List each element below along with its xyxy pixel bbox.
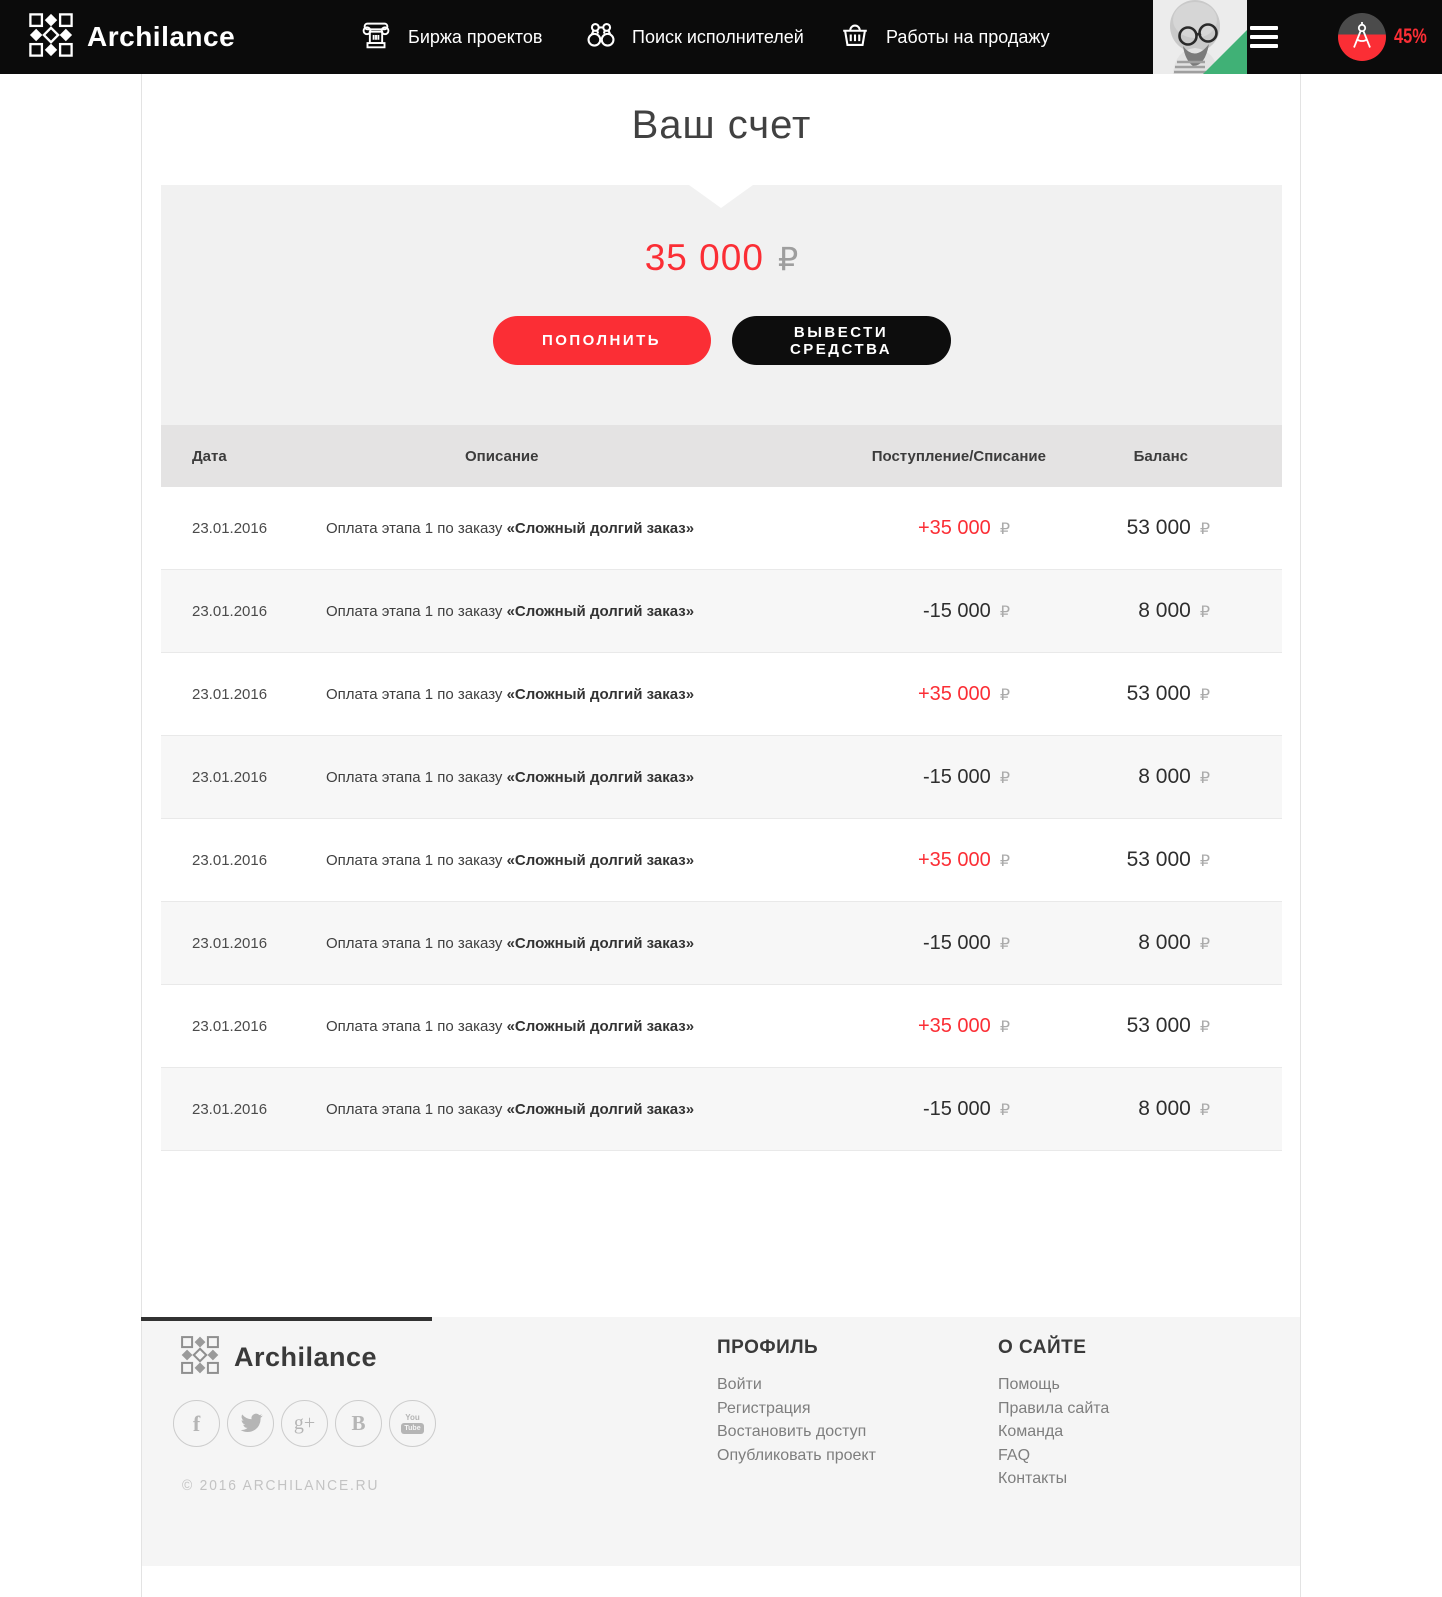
top-header <box>0 0 1442 74</box>
ruble-sign: ₽ <box>1199 934 1210 953</box>
social-links <box>173 1400 436 1447</box>
facebook-icon: f <box>192 1410 201 1436</box>
cell-balance: 53 000 ₽ <box>1126 516 1210 539</box>
cell-date: 23.01.2016 <box>192 1100 268 1118</box>
footer-link[interactable]: Помощь <box>998 1376 1060 1393</box>
cell-balance: 8 000 ₽ <box>1138 599 1210 622</box>
deposit-button[interactable]: ПОПОЛНИТЬ <box>493 316 711 365</box>
footer-column-profile <box>717 1337 876 1467</box>
ruble-sign: ₽ <box>999 1016 1010 1036</box>
ruble-sign: ₽ <box>999 601 1010 621</box>
social-link-facebook[interactable] <box>173 1400 220 1447</box>
cell-date: 23.01.2016 <box>192 602 268 620</box>
cell-date: 23.01.2016 <box>192 768 268 786</box>
cell-amount: +35 000 ₽ <box>917 1014 1010 1037</box>
ruble-sign: ₽ <box>1199 685 1210 704</box>
cell-balance: 53 000 ₽ <box>1126 682 1210 705</box>
footer-link[interactable]: Регистрация <box>717 1399 811 1417</box>
social-link-google-plus[interactable] <box>281 1400 328 1447</box>
column-icon <box>358 17 394 58</box>
table-row <box>161 1068 1282 1151</box>
cell-amount: -15 000 ₽ <box>922 1097 1010 1120</box>
twitter-icon <box>239 1409 263 1438</box>
cell-date: 23.01.2016 <box>192 851 268 869</box>
cell-description: Оплата этапа 1 по заказу «Сложный долгий заказ» <box>326 934 695 952</box>
nav-item-label: Работы на продажу <box>886 26 1050 47</box>
footer-brand[interactable] <box>180 1335 377 1380</box>
cell-amount: +35 000 ₽ <box>917 516 1010 539</box>
table-body <box>161 487 1282 1151</box>
drafting-compass-icon <box>1347 20 1377 55</box>
social-link-behance[interactable] <box>335 1400 382 1447</box>
table-row <box>161 653 1282 736</box>
footer-brand-title: Archilance <box>234 1342 378 1372</box>
cell-amount: -15 000 ₽ <box>922 599 1010 622</box>
panel-notch <box>689 185 753 208</box>
balance-panel <box>161 185 1282 425</box>
transactions-table <box>161 425 1282 1151</box>
footer-link[interactable]: Опубликовать проект <box>717 1446 876 1464</box>
social-link-twitter[interactable] <box>227 1400 274 1447</box>
cell-description: Оплата этапа 1 по заказу «Сложный долгий заказ» <box>326 1100 695 1118</box>
cell-date: 23.01.2016 <box>192 1017 268 1035</box>
table-header-row <box>161 425 1282 487</box>
user-avatar[interactable] <box>1153 0 1247 74</box>
nav-item-find-performers[interactable] <box>584 0 804 74</box>
brand-title: Archilance <box>87 21 236 52</box>
archilance-footer-logo-icon <box>180 1335 220 1380</box>
table-row <box>161 570 1282 653</box>
ruble-sign: ₽ <box>999 933 1010 953</box>
google-plus-icon: g+ <box>293 1412 316 1434</box>
binoculars-icon <box>584 18 618 57</box>
page-right-divider <box>1300 74 1301 1597</box>
ruble-sign: ₽ <box>999 767 1010 787</box>
col-date: Дата <box>192 447 227 465</box>
footer-link[interactable]: Правила сайта <box>998 1399 1110 1417</box>
menu-icon[interactable] <box>1250 26 1278 53</box>
ruble-sign: ₽ <box>999 684 1010 704</box>
table-row <box>161 819 1282 902</box>
cell-amount: +35 000 ₽ <box>917 682 1010 705</box>
ruble-sign: ₽ <box>1199 519 1210 538</box>
cell-description: Оплата этапа 1 по заказу «Сложный долгий заказ» <box>326 851 695 869</box>
table-row <box>161 985 1282 1068</box>
cell-date: 23.01.2016 <box>192 685 268 703</box>
cell-date: 23.01.2016 <box>192 519 268 537</box>
basket-icon <box>838 18 872 57</box>
footer-column-title: ПРОФИЛЬ <box>717 1337 819 1358</box>
cell-description: Оплата этапа 1 по заказу «Сложный долгий заказ» <box>326 602 695 620</box>
cell-amount: -15 000 ₽ <box>922 931 1010 954</box>
footer-link[interactable]: FAQ <box>998 1446 1031 1464</box>
ruble-sign: ₽ <box>999 850 1010 870</box>
cell-balance: 53 000 ₽ <box>1126 848 1210 871</box>
youtube-icon: You Tube <box>401 1414 423 1434</box>
table-row <box>161 902 1282 985</box>
cell-date: 23.01.2016 <box>192 934 268 952</box>
cell-balance: 8 000 ₽ <box>1138 765 1210 788</box>
nav-item-works-for-sale[interactable] <box>838 0 1050 74</box>
footer-link[interactable]: Востановить доступ <box>717 1423 867 1441</box>
ruble-sign: ₽ <box>777 240 799 278</box>
nav-item-label: Биржа проектов <box>408 26 543 47</box>
archilance-logo-icon <box>28 12 74 63</box>
profile-progress-badge[interactable] <box>1338 13 1386 61</box>
withdraw-button[interactable]: ВЫВЕСТИ СРЕДСТВА <box>732 316 951 365</box>
footer-link[interactable]: Контакты <box>998 1470 1068 1488</box>
social-link-youtube[interactable] <box>389 1400 436 1447</box>
footer-accent-bar <box>141 1317 432 1321</box>
footer-column-about <box>998 1337 1109 1491</box>
cell-description: Оплата этапа 1 по заказу «Сложный долгий заказ» <box>326 519 695 537</box>
col-balance: Баланс <box>1133 447 1188 465</box>
cell-description: Оплата этапа 1 по заказу «Сложный долгий заказ» <box>326 685 695 703</box>
cell-description: Оплата этапа 1 по заказу «Сложный долгий заказ» <box>326 1017 695 1035</box>
cell-balance: 8 000 ₽ <box>1138 1097 1210 1120</box>
col-description: Описание <box>465 447 539 465</box>
footer <box>142 1317 1300 1566</box>
cell-balance: 8 000 ₽ <box>1138 931 1210 954</box>
nav-item-label: Поиск исполнителей <box>632 26 804 47</box>
footer-link[interactable]: Команда <box>998 1423 1064 1441</box>
ruble-sign: ₽ <box>1199 1100 1210 1119</box>
footer-link[interactable]: Войти <box>717 1376 762 1393</box>
cell-amount: -15 000 ₽ <box>922 765 1010 788</box>
account-balance <box>161 237 1282 279</box>
progress-percent: 45% <box>1394 25 1427 48</box>
cell-balance: 53 000 ₽ <box>1126 1014 1210 1037</box>
behance-icon: B <box>351 1411 366 1435</box>
cell-description: Оплата этапа 1 по заказу «Сложный долгий заказ» <box>326 768 695 786</box>
ruble-sign: ₽ <box>1199 1017 1210 1036</box>
ruble-sign: ₽ <box>1199 602 1210 621</box>
col-amount: Поступление/Списание <box>871 447 1046 465</box>
table-row <box>161 487 1282 570</box>
ruble-sign: ₽ <box>1199 768 1210 787</box>
copyright: © 2016 ARCHILANCE.RU <box>182 1477 380 1494</box>
balance-amount: 35 000 <box>644 237 764 278</box>
table-row <box>161 736 1282 819</box>
ruble-sign: ₽ <box>1199 851 1210 870</box>
brand[interactable] <box>28 0 235 74</box>
cell-amount: +35 000 ₽ <box>917 848 1010 871</box>
page-title: Ваш счет <box>631 103 812 147</box>
ruble-sign: ₽ <box>999 518 1010 538</box>
ruble-sign: ₽ <box>999 1099 1010 1119</box>
nav-item-projects-exchange[interactable] <box>358 0 542 74</box>
footer-column-title: О САЙТЕ <box>998 1337 1087 1358</box>
